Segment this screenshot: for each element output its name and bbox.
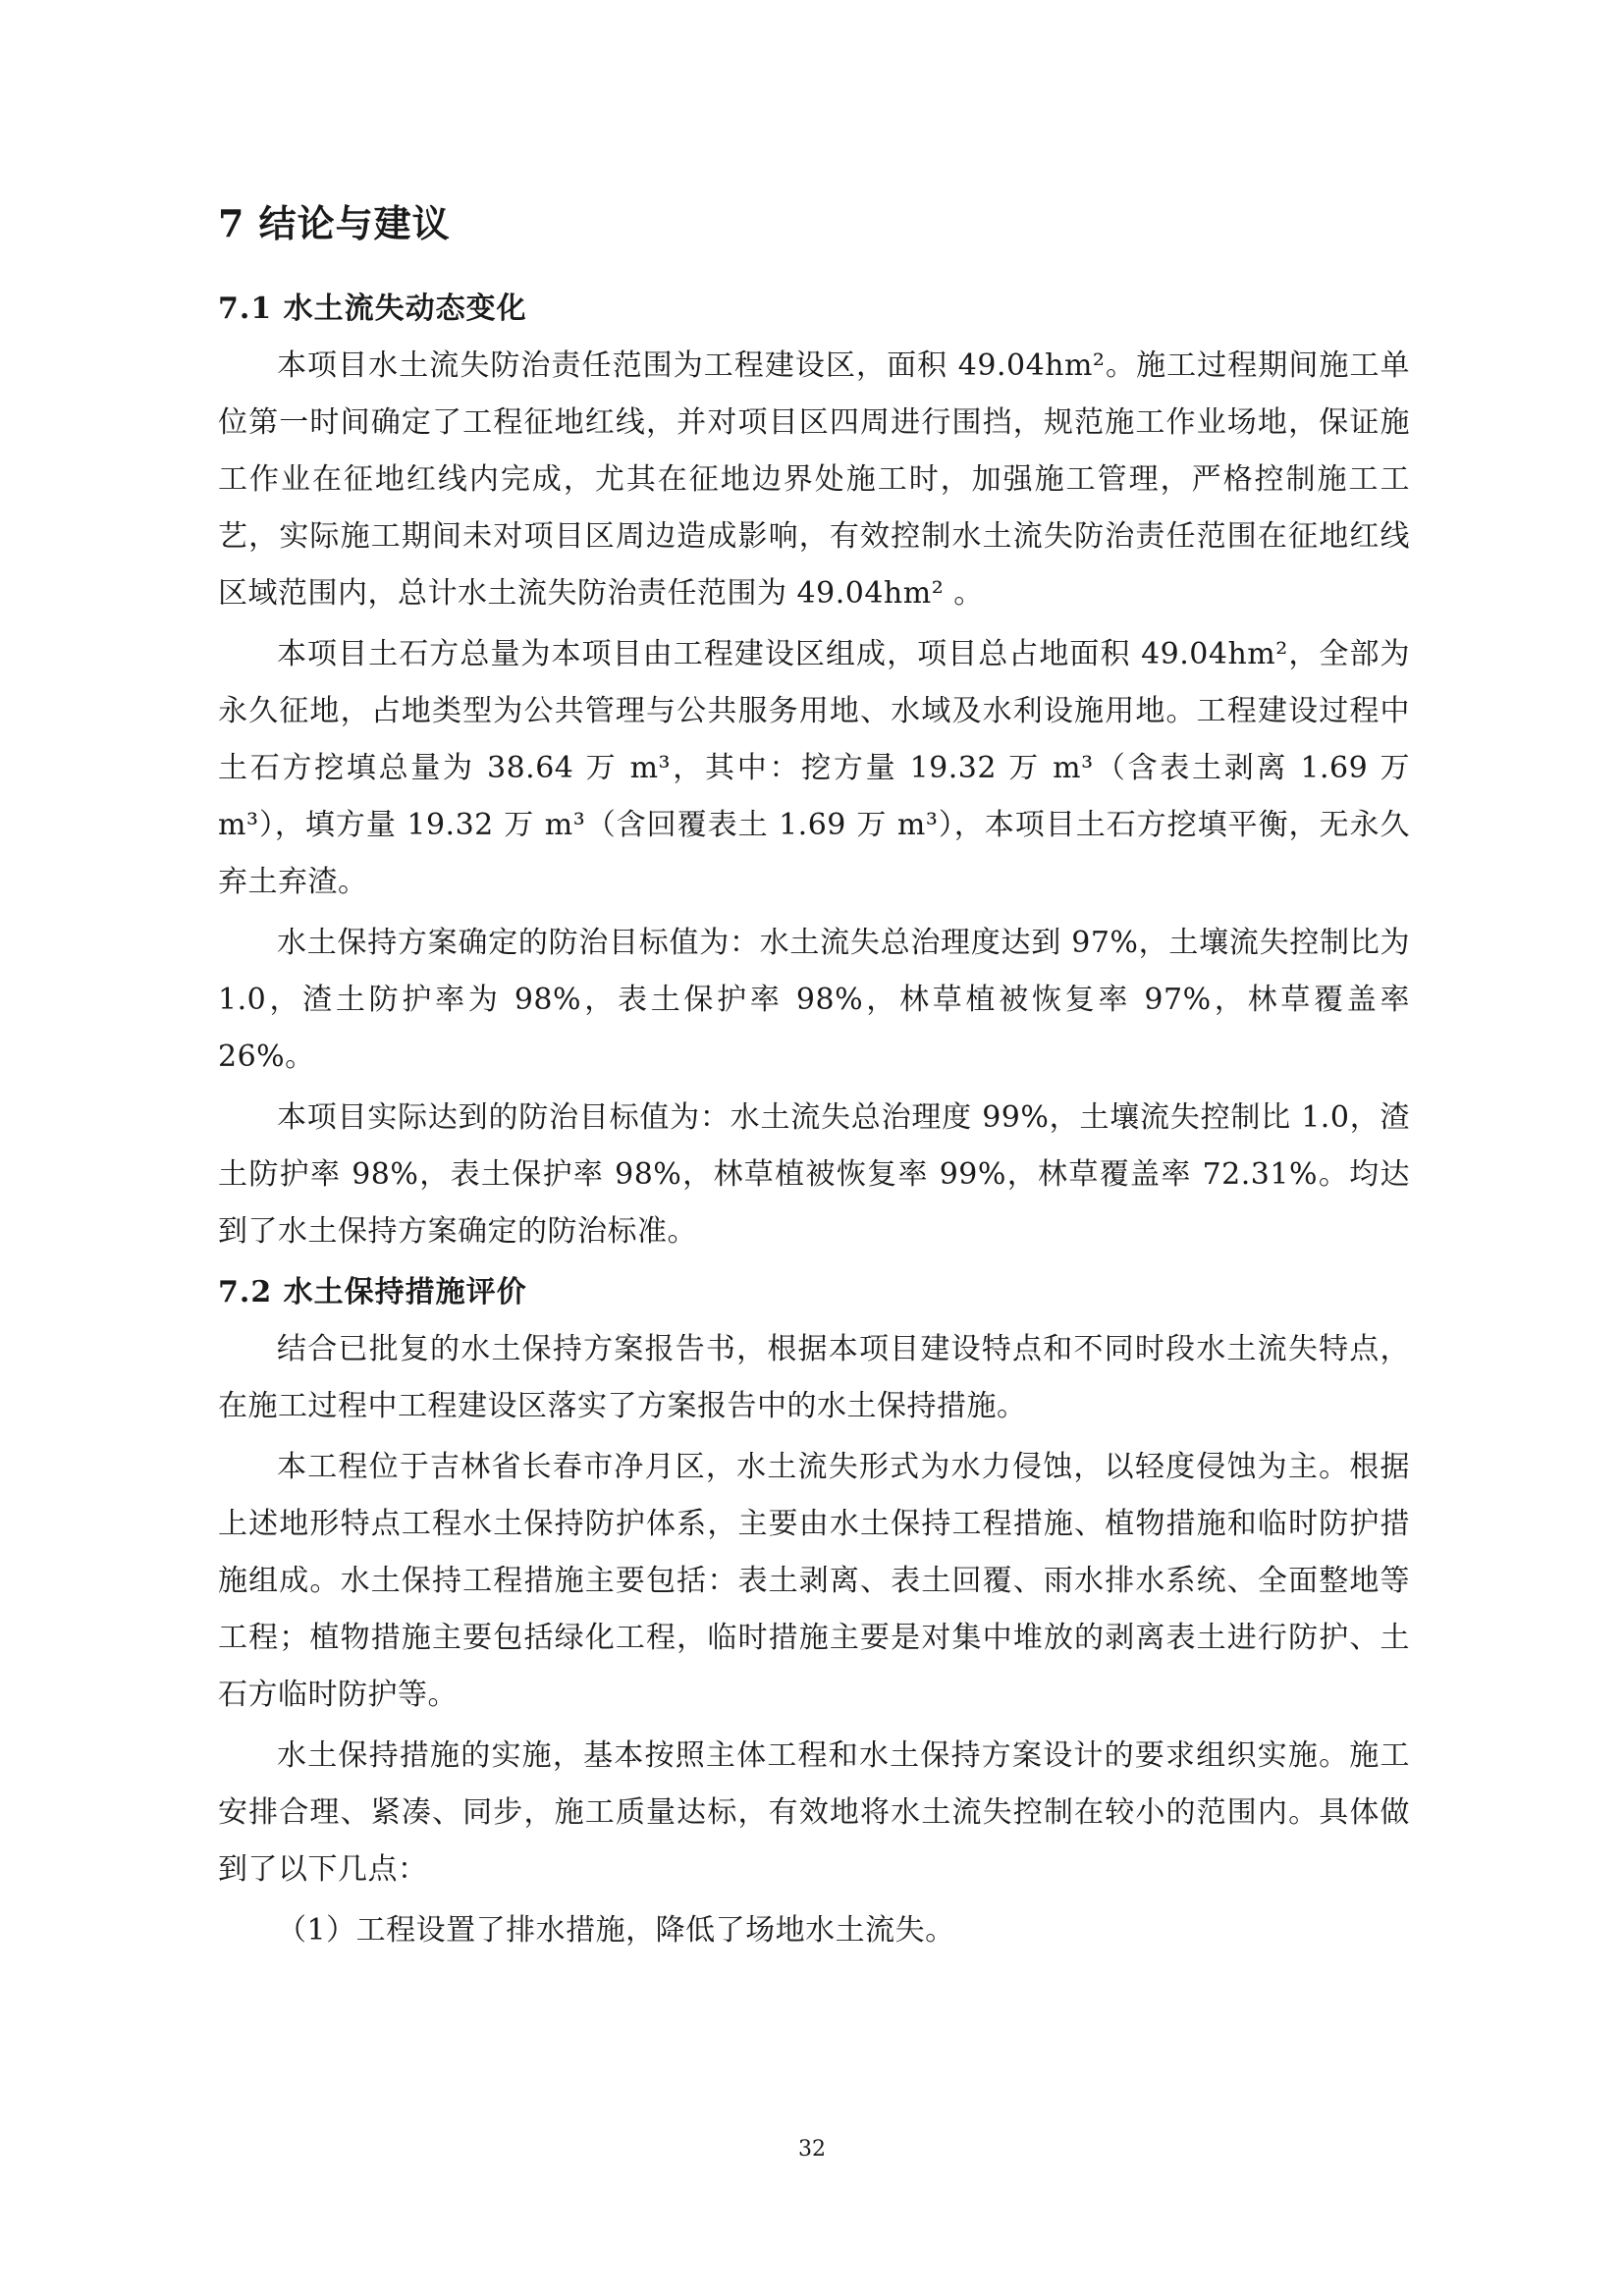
paragraph: 本项目实际达到的防治目标值为：水土流失总治理度 99%，土壤流失控制比 1.0，渣土防护率 98%，表土保护率 98%，林草植被恢复率 99%，林草覆盖率 72.31%。均达到了水土保持方案确定的防治标准。 [218, 1100, 1410, 1249]
paragraph: 本工程位于吉林省长春市净月区，水土流失形式为水力侵蚀，以轻度侵蚀为主。根据上述地形特点工程水土保持防护体系，主要由水土保持工程措施、植物措施和临时防护措施组成。水土保持工程措施主要包括：表土剥离、表土回覆、雨水排水系统、全面整地等工程；植物措施主要包括绿化工程，临时措施主要是对集中堆放的剥离表土进行防护、土石方临时防护等。 [218, 1450, 1410, 1712]
section-heading: 7.1 水土流失动态变化 [218, 292, 527, 326]
paragraph: 水土保持方案确定的防治目标值为：水土流失总治理度达到 97%，土壤流失控制比为 1.0，渣土防护率为 98%，表土保护率 98%，林草植被恢复率 97%，林草覆盖率 26%。 [218, 926, 1410, 1074]
paragraph: 水土保持措施的实施，基本按照主体工程和水土保持方案设计的要求组织实施。施工安排合理、紧凑、同步，施工质量达标，有效地将水土流失控制在较小的范围内。具体做到了以下几点： [218, 1738, 1410, 1887]
chapter-title: 7 结论与建议 [218, 201, 451, 245]
paragraph: 本项目水土流失防治责任范围为工程建设区，面积 49.04hm²。施工过程期间施工单位第一时间确定了工程征地红线，并对项目区四周进行围挡，规范施工作业场地，保证施工作业在征地红线内完成，尤其在征地边界处施工时，加强施工管理，严格控制施工工艺，实际施工期间未对项目区周边造成影响，有效控制水土流失防治责任范围在征地红线区域范围内，总计水土流失防治责任范围为 49.04hm² 。 [218, 348, 1410, 611]
page-content [218, 192, 1410, 1963]
section-7-1 [218, 281, 1410, 1260]
section-heading: 7.2 水土保持措施评价 [218, 1275, 527, 1309]
paragraph: 本项目土石方总量为本项目由工程建设区组成，项目总占地面积 49.04hm²，全部为永久征地，占地类型为公共管理与公共服务用地、水域及水利设施用地。工程建设过程中土石方挖填总量为 38.64 万 m³，其中：挖方量 19.32 万 m³（含表土剥离 1.69 万 m³），填方量 19.32 万 m³（含回覆表土 1.69 万 m³），本项目土石方挖填平衡，无永久弃土弃渣。 [218, 637, 1410, 899]
paragraph: （1）工程设置了排水措施，降低了场地水土流失。 [277, 1913, 955, 1948]
paragraph: 结合已批复的水土保持方案报告书，根据本项目建设特点和不同时段水土流失特点，在施工过程中工程建设区落实了方案报告中的水土保持措施。 [218, 1332, 1410, 1423]
section-7-2 [218, 1264, 1410, 1959]
page-number: 32 [798, 2137, 826, 2162]
